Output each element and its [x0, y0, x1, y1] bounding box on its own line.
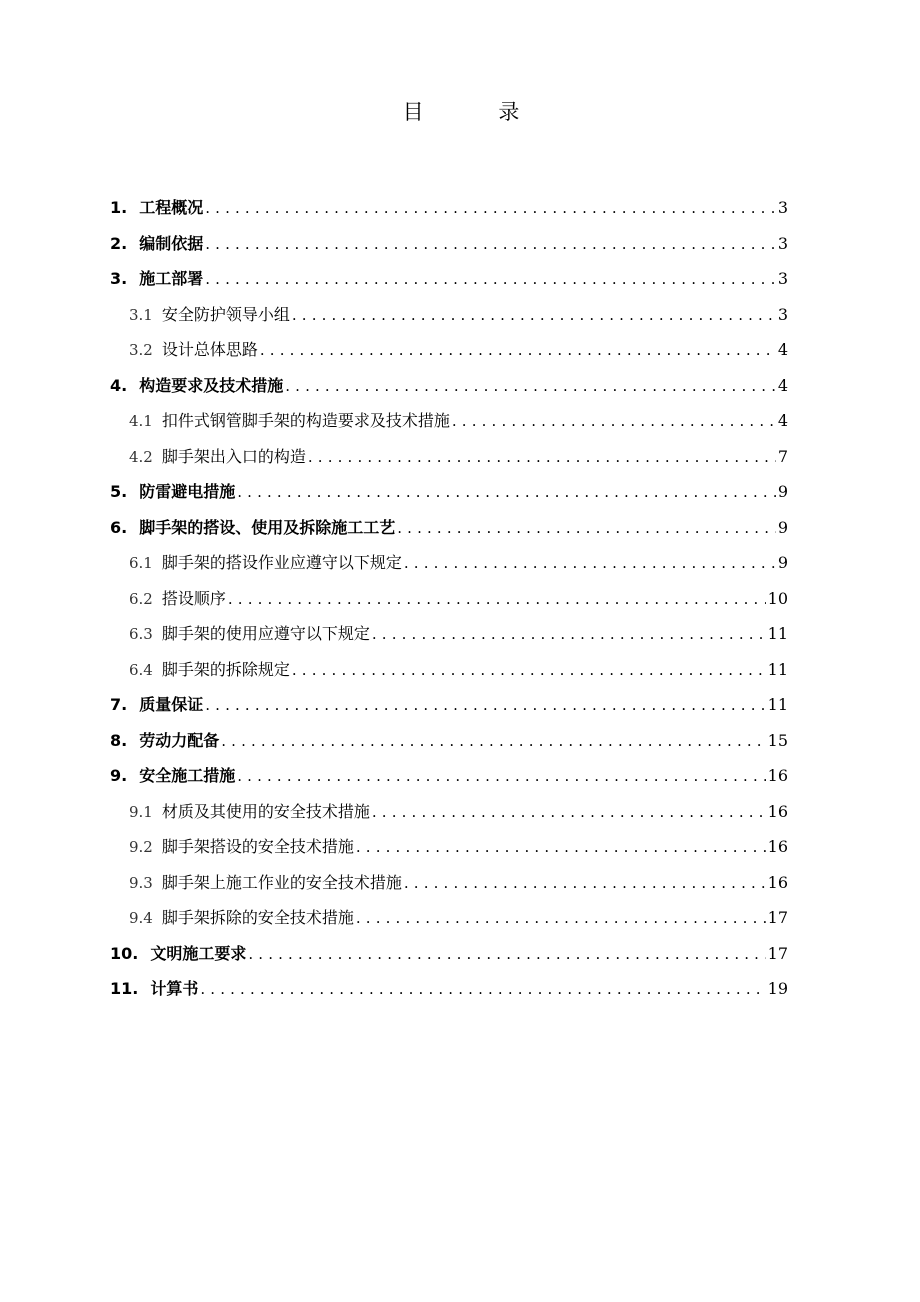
page-title: 目 录: [402, 100, 554, 124]
toc-entry-number: 4.: [110, 375, 128, 395]
toc-entry-title: 质量保证: [139, 695, 204, 714]
dot-leader: [356, 901, 766, 936]
toc-entry-3-1[interactable]: [110, 297, 788, 333]
toc-entry-title: 材质及其使用的安全技术措施: [161, 801, 370, 821]
toc-entry-title: 脚手架搭设的安全技术措施: [161, 837, 354, 856]
toc-entry-6-1[interactable]: [110, 545, 788, 581]
toc-entry-8[interactable]: [110, 723, 788, 759]
dot-leader: [205, 688, 765, 723]
dot-leader: [292, 298, 776, 333]
toc-entry-page: 17: [767, 943, 788, 963]
dot-leader: [356, 830, 766, 865]
toc-entry-title: 安全施工措施: [139, 766, 236, 785]
dot-leader: [205, 227, 776, 262]
toc-entry-4-2[interactable]: [110, 439, 788, 475]
dot-leader: [200, 972, 765, 1007]
dot-leader: [404, 546, 776, 581]
toc-entry-number: 3.1: [129, 305, 153, 324]
toc-entry-page: 16: [767, 766, 788, 785]
toc-entry-number: 3.2: [129, 341, 153, 359]
toc-entry-page: 4: [777, 340, 788, 359]
toc-entry-4-1[interactable]: [110, 403, 788, 439]
toc-entry-page: 3: [777, 304, 788, 324]
toc-entry-title: 编制依据: [139, 233, 204, 253]
toc-entry-number: 4.2: [129, 447, 153, 466]
toc-entry-page: 7: [777, 446, 788, 466]
dot-leader: [237, 759, 765, 794]
toc-entry-number: 3.: [110, 269, 128, 288]
toc-entry-number: 8.: [110, 730, 128, 750]
toc-entry-number: 1.: [110, 198, 128, 217]
dot-leader: [228, 582, 766, 617]
dot-leader: [372, 617, 766, 652]
toc-entry-title: 脚手架的搭设作业应遵守以下规定: [161, 553, 402, 572]
toc-entry-page: 16: [767, 872, 788, 892]
toc-entry-title: 脚手架上施工作业的安全技术措施: [161, 872, 402, 892]
dot-leader: [221, 724, 765, 759]
toc-entry-10[interactable]: [110, 936, 788, 972]
toc-entry-page: 4: [777, 375, 788, 395]
toc-entry-title: 设计总体思路: [161, 340, 258, 359]
dot-leader: [248, 937, 765, 972]
toc-entry-title: 计算书: [150, 979, 199, 998]
toc-entry-9-3[interactable]: [110, 865, 788, 901]
toc-entry-9[interactable]: [110, 758, 788, 794]
dot-leader: [292, 653, 766, 688]
toc-entry-number: 5.: [110, 482, 128, 501]
toc-entry-11[interactable]: [110, 971, 788, 1007]
toc-entry-2[interactable]: [110, 226, 788, 262]
toc-entry-number: 9.3: [129, 873, 153, 892]
toc-entry-6-4[interactable]: [110, 652, 788, 688]
toc-entry-title: 脚手架出入口的构造: [161, 446, 306, 466]
toc-entry-number: 10.: [110, 943, 139, 963]
toc-entry-number: 9.2: [129, 838, 153, 856]
toc-entry-page: 16: [767, 801, 788, 821]
toc-entry-page: 11: [767, 695, 788, 714]
toc-entry-page: 11: [767, 659, 788, 679]
toc-entry-number: 11.: [110, 979, 139, 998]
toc-entry-number: 2.: [110, 233, 128, 253]
toc-entry-title: 扣件式钢管脚手架的构造要求及技术措施: [161, 411, 450, 430]
toc-entry-title: 脚手架的搭设、使用及拆除施工工艺: [139, 517, 396, 537]
dot-leader: [205, 262, 776, 297]
toc-entry-page: 17: [767, 908, 788, 927]
toc-entry-number: 6.1: [129, 554, 153, 572]
toc-entry-1[interactable]: [110, 190, 788, 226]
dot-leader: [237, 475, 776, 510]
dot-leader: [285, 369, 776, 404]
toc-entry-page: 3: [777, 269, 788, 288]
dot-leader: [452, 404, 776, 439]
toc-entry-page: 10: [767, 588, 788, 608]
dot-leader: [308, 440, 776, 475]
toc-entry-9-2[interactable]: [110, 829, 788, 865]
toc-entry-title: 搭设顺序: [161, 588, 226, 608]
toc-entry-page: 9: [777, 482, 788, 501]
toc-entry-title: 脚手架拆除的安全技术措施: [161, 908, 354, 927]
toc-entry-title: 劳动力配备: [139, 730, 220, 750]
toc-entry-page: 16: [767, 837, 788, 856]
toc-entry-number: 7.: [110, 695, 128, 714]
toc-entry-4[interactable]: [110, 368, 788, 404]
toc-entry-number: 6.4: [129, 660, 153, 679]
toc-entry-title: 施工部署: [139, 269, 204, 288]
toc-entry-title: 防雷避电措施: [139, 482, 236, 501]
toc-entry-page: 19: [767, 979, 788, 998]
toc-entry-number: 9.1: [129, 802, 153, 821]
toc-entry-9-1[interactable]: [110, 794, 788, 830]
toc-entry-number: 6.: [110, 517, 128, 537]
toc-entry-number: 9.4: [129, 909, 153, 927]
toc-entry-title: 文明施工要求: [150, 943, 247, 963]
toc-entry-page: 9: [777, 553, 788, 572]
toc-entry-page: 3: [777, 233, 788, 253]
toc-entry-page: 11: [767, 624, 788, 643]
toc-entry-page: 9: [777, 517, 788, 537]
toc-entry-page: 15: [767, 730, 788, 750]
toc-entry-6-3[interactable]: [110, 616, 788, 652]
toc-entry-6-2[interactable]: [110, 581, 788, 617]
toc-entry-title: 脚手架的使用应遵守以下规定: [161, 624, 370, 643]
toc-entry-6[interactable]: [110, 510, 788, 546]
table-of-contents: [110, 190, 788, 1007]
dot-leader: [397, 511, 776, 546]
toc-entry-title: 工程概况: [139, 198, 204, 217]
toc-entry-9-4[interactable]: [110, 900, 788, 936]
toc-entry-title: 脚手架的拆除规定: [161, 659, 290, 679]
toc-entry-number: 9.: [110, 766, 128, 785]
toc-entry-number: 6.2: [129, 589, 153, 608]
toc-entry-7[interactable]: [110, 687, 788, 723]
toc-entry-title: 构造要求及技术措施: [139, 375, 284, 395]
toc-entry-3-2[interactable]: [110, 332, 788, 368]
dot-leader: [205, 191, 776, 226]
toc-entry-page: 3: [777, 198, 788, 217]
dot-leader: [260, 333, 776, 368]
toc-entry-3[interactable]: [110, 261, 788, 297]
dot-leader: [372, 795, 766, 830]
toc-entry-number: 4.1: [129, 412, 153, 430]
toc-entry-number: 6.3: [129, 625, 153, 643]
toc-entry-5[interactable]: [110, 474, 788, 510]
toc-entry-title: 安全防护领导小组: [161, 304, 290, 324]
dot-leader: [404, 866, 766, 901]
toc-entry-page: 4: [777, 411, 788, 430]
